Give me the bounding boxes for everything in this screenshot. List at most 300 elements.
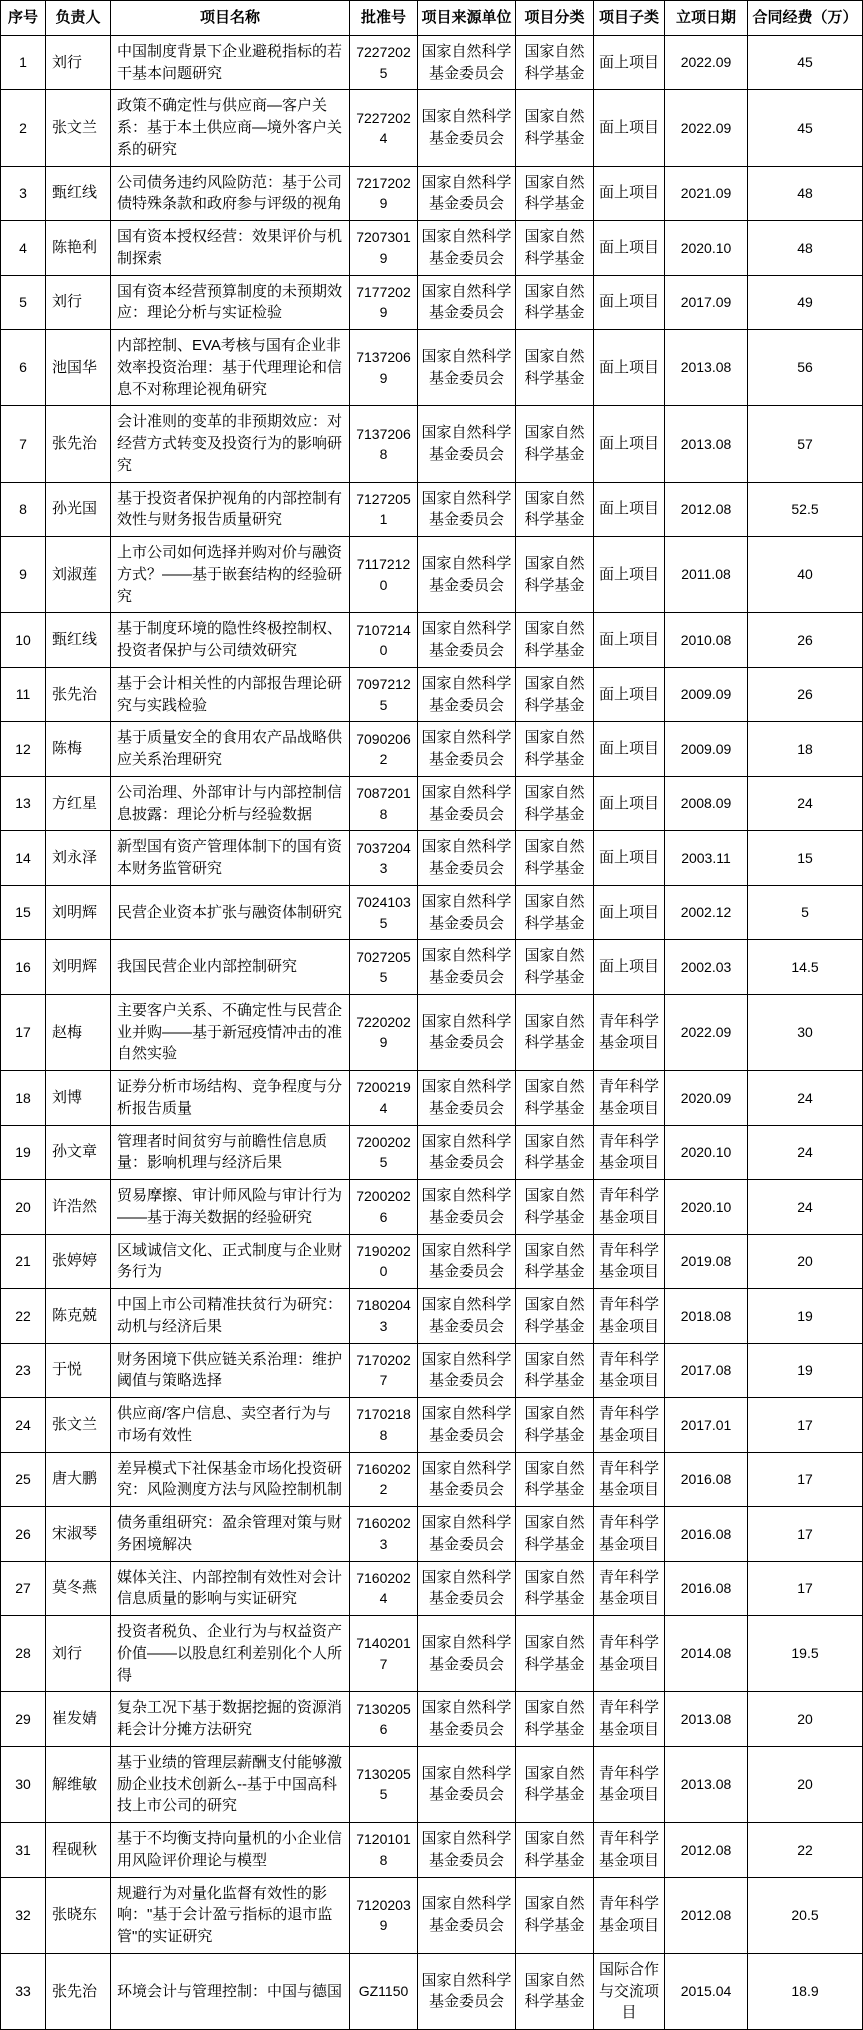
cell-category: 国家自然科学基金 bbox=[516, 482, 594, 537]
cell-leader: 甄红线 bbox=[46, 613, 111, 668]
cell-source-unit: 国家自然科学基金委员会 bbox=[418, 1823, 516, 1878]
table-row bbox=[1, 667, 863, 722]
cell-category: 国家自然科学基金 bbox=[516, 275, 594, 330]
cell-grant-no: 72002026 bbox=[350, 1180, 418, 1235]
cell-funding: 24 bbox=[748, 1180, 863, 1235]
cell-serial-no: 26 bbox=[1, 1507, 46, 1562]
cell-serial-no: 7 bbox=[1, 406, 46, 482]
cell-serial-no: 13 bbox=[1, 776, 46, 831]
cell-serial-no: 31 bbox=[1, 1823, 46, 1878]
cell-funding: 45 bbox=[748, 90, 863, 166]
cell-grant-no: 71302056 bbox=[350, 1692, 418, 1747]
cell-leader: 刘明辉 bbox=[46, 940, 111, 995]
cell-serial-no: 16 bbox=[1, 940, 46, 995]
cell-project-name: 债务重组研究：盈余管理对策与财务困境解决 bbox=[111, 1507, 350, 1562]
cell-funding: 20 bbox=[748, 1234, 863, 1289]
cell-grant-no: 71702188 bbox=[350, 1398, 418, 1453]
cell-grant-no: 71202039 bbox=[350, 1877, 418, 1953]
cell-serial-no: 33 bbox=[1, 1953, 46, 2029]
cell-serial-no: 18 bbox=[1, 1071, 46, 1126]
cell-category: 国家自然科学基金 bbox=[516, 1561, 594, 1616]
table-row bbox=[1, 221, 863, 276]
cell-grant-no: 71902020 bbox=[350, 1234, 418, 1289]
cell-serial-no: 14 bbox=[1, 831, 46, 886]
cell-grant-no: 70902062 bbox=[350, 722, 418, 777]
cell-source-unit: 国家自然科学基金委员会 bbox=[418, 1561, 516, 1616]
cell-subcategory: 面上项目 bbox=[594, 406, 665, 482]
cell-start-date: 2010.08 bbox=[665, 613, 748, 668]
cell-source-unit: 国家自然科学基金委员会 bbox=[418, 482, 516, 537]
cell-start-date: 2013.08 bbox=[665, 1692, 748, 1747]
header-start-date: 立项日期 bbox=[665, 1, 748, 36]
cell-subcategory: 青年科学基金项目 bbox=[594, 1180, 665, 1235]
cell-leader: 张先治 bbox=[46, 667, 111, 722]
table-row bbox=[1, 1125, 863, 1180]
header-category: 项目分类 bbox=[516, 1, 594, 36]
header-grant-no: 批准号 bbox=[350, 1, 418, 36]
cell-source-unit: 国家自然科学基金委员会 bbox=[418, 1452, 516, 1507]
header-project-name: 项目名称 bbox=[111, 1, 350, 36]
cell-funding: 19 bbox=[748, 1343, 863, 1398]
table-row bbox=[1, 1561, 863, 1616]
table-row bbox=[1, 35, 863, 90]
table-row bbox=[1, 1877, 863, 1953]
cell-subcategory: 青年科学基金项目 bbox=[594, 1343, 665, 1398]
cell-grant-no: 72073019 bbox=[350, 221, 418, 276]
cell-project-name: 证券分析市场结构、竞争程度与分析报告质量 bbox=[111, 1071, 350, 1126]
cell-subcategory: 面上项目 bbox=[594, 482, 665, 537]
cell-serial-no: 25 bbox=[1, 1452, 46, 1507]
cell-leader: 张文兰 bbox=[46, 90, 111, 166]
cell-subcategory: 面上项目 bbox=[594, 613, 665, 668]
table-row bbox=[1, 776, 863, 831]
cell-start-date: 2020.09 bbox=[665, 1071, 748, 1126]
cell-project-name: 基于质量安全的食用农产品战略供应关系治理研究 bbox=[111, 722, 350, 777]
cell-funding: 24 bbox=[748, 1071, 863, 1126]
cell-leader: 刘行 bbox=[46, 1616, 111, 1692]
cell-project-name: 会计准则的变革的非预期效应：对经营方式转变及投资行为的影响研究 bbox=[111, 406, 350, 482]
cell-category: 国家自然科学基金 bbox=[516, 722, 594, 777]
cell-subcategory: 面上项目 bbox=[594, 275, 665, 330]
cell-grant-no: 70272055 bbox=[350, 940, 418, 995]
cell-grant-no: 71602022 bbox=[350, 1452, 418, 1507]
cell-subcategory: 面上项目 bbox=[594, 831, 665, 886]
cell-source-unit: 国家自然科学基金委员会 bbox=[418, 330, 516, 406]
cell-project-name: 投资者税负、企业行为与权益资产价值——以股息红利差别化个人所得 bbox=[111, 1616, 350, 1692]
cell-subcategory: 面上项目 bbox=[594, 776, 665, 831]
cell-project-name: 公司治理、外部审计与内部控制信息披露：理论分析与经验数据 bbox=[111, 776, 350, 831]
cell-start-date: 2020.10 bbox=[665, 1180, 748, 1235]
cell-serial-no: 30 bbox=[1, 1746, 46, 1822]
cell-project-name: 基于会计相关性的内部报告理论研究与实践检验 bbox=[111, 667, 350, 722]
cell-source-unit: 国家自然科学基金委员会 bbox=[418, 1234, 516, 1289]
cell-source-unit: 国家自然科学基金委员会 bbox=[418, 994, 516, 1070]
cell-leader: 宋淑琴 bbox=[46, 1507, 111, 1562]
cell-funding: 15 bbox=[748, 831, 863, 886]
table-row bbox=[1, 994, 863, 1070]
cell-funding: 5 bbox=[748, 885, 863, 940]
cell-funding: 17 bbox=[748, 1561, 863, 1616]
cell-source-unit: 国家自然科学基金委员会 bbox=[418, 166, 516, 221]
cell-source-unit: 国家自然科学基金委员会 bbox=[418, 1746, 516, 1822]
cell-category: 国家自然科学基金 bbox=[516, 776, 594, 831]
cell-source-unit: 国家自然科学基金委员会 bbox=[418, 221, 516, 276]
header-funding: 合同经费（万） bbox=[748, 1, 863, 36]
cell-project-name: 政策不确定性与供应商—客户关系：基于本土供应商—境外客户关系的研究 bbox=[111, 90, 350, 166]
cell-leader: 刘永泽 bbox=[46, 831, 111, 886]
cell-serial-no: 8 bbox=[1, 482, 46, 537]
cell-category: 国家自然科学基金 bbox=[516, 406, 594, 482]
cell-source-unit: 国家自然科学基金委员会 bbox=[418, 667, 516, 722]
cell-leader: 张晓东 bbox=[46, 1877, 111, 1953]
cell-project-name: 财务困境下供应链关系治理：维护阈值与策略选择 bbox=[111, 1343, 350, 1398]
cell-leader: 于悦 bbox=[46, 1343, 111, 1398]
cell-funding: 26 bbox=[748, 613, 863, 668]
cell-leader: 刘明辉 bbox=[46, 885, 111, 940]
cell-grant-no: 72272025 bbox=[350, 35, 418, 90]
cell-grant-no: 71072140 bbox=[350, 613, 418, 668]
cell-category: 国家自然科学基金 bbox=[516, 885, 594, 940]
cell-start-date: 2014.08 bbox=[665, 1616, 748, 1692]
cell-funding: 14.5 bbox=[748, 940, 863, 995]
table-row bbox=[1, 1452, 863, 1507]
cell-project-name: 上市公司如何选择并购对价与融资方式？——基于嵌套结构的经验研究 bbox=[111, 537, 350, 613]
table-header-row bbox=[1, 1, 863, 36]
cell-category: 国家自然科学基金 bbox=[516, 90, 594, 166]
cell-subcategory: 面上项目 bbox=[594, 166, 665, 221]
cell-source-unit: 国家自然科学基金委员会 bbox=[418, 1343, 516, 1398]
cell-funding: 49 bbox=[748, 275, 863, 330]
cell-subcategory: 青年科学基金项目 bbox=[594, 1561, 665, 1616]
cell-serial-no: 19 bbox=[1, 1125, 46, 1180]
cell-project-name: 公司债务违约风险防范：基于公司债特殊条款和政府参与评级的视角 bbox=[111, 166, 350, 221]
cell-leader: 陈梅 bbox=[46, 722, 111, 777]
cell-subcategory: 面上项目 bbox=[594, 90, 665, 166]
cell-serial-no: 24 bbox=[1, 1398, 46, 1453]
cell-category: 国家自然科学基金 bbox=[516, 221, 594, 276]
cell-funding: 20 bbox=[748, 1692, 863, 1747]
cell-start-date: 2022.09 bbox=[665, 35, 748, 90]
cell-serial-no: 21 bbox=[1, 1234, 46, 1289]
cell-serial-no: 32 bbox=[1, 1877, 46, 1953]
cell-category: 国家自然科学基金 bbox=[516, 1289, 594, 1344]
cell-serial-no: 2 bbox=[1, 90, 46, 166]
cell-project-name: 国有资本经营预算制度的未预期效应：理论分析与实证检验 bbox=[111, 275, 350, 330]
cell-subcategory: 面上项目 bbox=[594, 667, 665, 722]
cell-funding: 48 bbox=[748, 221, 863, 276]
cell-leader: 方红星 bbox=[46, 776, 111, 831]
cell-grant-no: 71372069 bbox=[350, 330, 418, 406]
cell-project-name: 规避行为对量化监督有效性的影响："基于会计盈亏指标的退市监管"的实证研究 bbox=[111, 1877, 350, 1953]
cell-subcategory: 青年科学基金项目 bbox=[594, 1877, 665, 1953]
header-serial-no: 序号 bbox=[1, 1, 46, 36]
cell-subcategory: 青年科学基金项目 bbox=[594, 1823, 665, 1878]
table-body bbox=[1, 35, 863, 2029]
cell-project-name: 差异模式下社保基金市场化投资研究：风险测度方法与风险控制机制 bbox=[111, 1452, 350, 1507]
cell-source-unit: 国家自然科学基金委员会 bbox=[418, 1180, 516, 1235]
cell-category: 国家自然科学基金 bbox=[516, 613, 594, 668]
cell-serial-no: 23 bbox=[1, 1343, 46, 1398]
table-row bbox=[1, 831, 863, 886]
cell-start-date: 2013.08 bbox=[665, 330, 748, 406]
table-row bbox=[1, 1398, 863, 1453]
cell-subcategory: 青年科学基金项目 bbox=[594, 994, 665, 1070]
cell-category: 国家自然科学基金 bbox=[516, 1692, 594, 1747]
cell-start-date: 2002.12 bbox=[665, 885, 748, 940]
cell-leader: 唐大鹏 bbox=[46, 1452, 111, 1507]
cell-subcategory: 青年科学基金项目 bbox=[594, 1452, 665, 1507]
cell-subcategory: 青年科学基金项目 bbox=[594, 1507, 665, 1562]
table-row bbox=[1, 940, 863, 995]
cell-start-date: 2013.08 bbox=[665, 1746, 748, 1822]
cell-grant-no: 71402017 bbox=[350, 1616, 418, 1692]
cell-grant-no: 71772029 bbox=[350, 275, 418, 330]
cell-category: 国家自然科学基金 bbox=[516, 667, 594, 722]
cell-category: 国家自然科学基金 bbox=[516, 1452, 594, 1507]
cell-funding: 20 bbox=[748, 1746, 863, 1822]
cell-leader: 程砚秋 bbox=[46, 1823, 111, 1878]
cell-funding: 52.5 bbox=[748, 482, 863, 537]
cell-serial-no: 20 bbox=[1, 1180, 46, 1235]
cell-serial-no: 15 bbox=[1, 885, 46, 940]
cell-start-date: 2016.08 bbox=[665, 1561, 748, 1616]
cell-funding: 19.5 bbox=[748, 1616, 863, 1692]
cell-source-unit: 国家自然科学基金委员会 bbox=[418, 831, 516, 886]
table-row bbox=[1, 1953, 863, 2029]
cell-start-date: 2003.11 bbox=[665, 831, 748, 886]
cell-project-name: 新型国有资产管理体制下的国有资本财务监管研究 bbox=[111, 831, 350, 886]
table-row bbox=[1, 1343, 863, 1398]
cell-leader: 池国华 bbox=[46, 330, 111, 406]
cell-serial-no: 11 bbox=[1, 667, 46, 722]
cell-leader: 刘博 bbox=[46, 1071, 111, 1126]
table-row bbox=[1, 613, 863, 668]
cell-source-unit: 国家自然科学基金委员会 bbox=[418, 1953, 516, 2029]
cell-grant-no: 72002025 bbox=[350, 1125, 418, 1180]
cell-source-unit: 国家自然科学基金委员会 bbox=[418, 1071, 516, 1126]
cell-category: 国家自然科学基金 bbox=[516, 1746, 594, 1822]
cell-serial-no: 17 bbox=[1, 994, 46, 1070]
cell-start-date: 2009.09 bbox=[665, 722, 748, 777]
cell-grant-no: 72172029 bbox=[350, 166, 418, 221]
cell-source-unit: 国家自然科学基金委员会 bbox=[418, 275, 516, 330]
cell-leader: 陈克兢 bbox=[46, 1289, 111, 1344]
cell-subcategory: 青年科学基金项目 bbox=[594, 1234, 665, 1289]
table-row bbox=[1, 1507, 863, 1562]
cell-leader: 解维敏 bbox=[46, 1746, 111, 1822]
cell-project-name: 基于业绩的管理层薪酬支付能够激励企业技术创新么--基于中国高科技上市公司的研究 bbox=[111, 1746, 350, 1822]
cell-serial-no: 28 bbox=[1, 1616, 46, 1692]
cell-grant-no: 72202029 bbox=[350, 994, 418, 1070]
cell-category: 国家自然科学基金 bbox=[516, 1234, 594, 1289]
cell-category: 国家自然科学基金 bbox=[516, 1953, 594, 2029]
cell-project-name: 主要客户关系、不确定性与民营企业并购——基于新冠疫情冲击的准自然实验 bbox=[111, 994, 350, 1070]
table-row bbox=[1, 537, 863, 613]
cell-subcategory: 面上项目 bbox=[594, 330, 665, 406]
cell-subcategory: 面上项目 bbox=[594, 885, 665, 940]
cell-source-unit: 国家自然科学基金委员会 bbox=[418, 1398, 516, 1453]
cell-leader: 莫冬燕 bbox=[46, 1561, 111, 1616]
cell-start-date: 2012.08 bbox=[665, 482, 748, 537]
cell-funding: 17 bbox=[748, 1507, 863, 1562]
cell-start-date: 2022.09 bbox=[665, 994, 748, 1070]
cell-project-name: 国有资本授权经营：效果评价与机制探索 bbox=[111, 221, 350, 276]
cell-project-name: 管理者时间贫穷与前瞻性信息质量：影响机理与经济后果 bbox=[111, 1125, 350, 1180]
cell-source-unit: 国家自然科学基金委员会 bbox=[418, 1507, 516, 1562]
cell-start-date: 2020.10 bbox=[665, 221, 748, 276]
table-row bbox=[1, 90, 863, 166]
cell-project-name: 基于投资者保护视角的内部控制有效性与财务报告质量研究 bbox=[111, 482, 350, 537]
cell-project-name: 贸易摩擦、审计师风险与审计行为——基于海关数据的经验研究 bbox=[111, 1180, 350, 1235]
cell-funding: 20.5 bbox=[748, 1877, 863, 1953]
cell-category: 国家自然科学基金 bbox=[516, 994, 594, 1070]
cell-funding: 24 bbox=[748, 776, 863, 831]
cell-grant-no: GZ1150 bbox=[350, 1953, 418, 2029]
cell-subcategory: 青年科学基金项目 bbox=[594, 1692, 665, 1747]
cell-leader: 陈艳利 bbox=[46, 221, 111, 276]
cell-source-unit: 国家自然科学基金委员会 bbox=[418, 90, 516, 166]
cell-category: 国家自然科学基金 bbox=[516, 166, 594, 221]
cell-leader: 许浩然 bbox=[46, 1180, 111, 1235]
cell-start-date: 2012.08 bbox=[665, 1823, 748, 1878]
cell-start-date: 2012.08 bbox=[665, 1877, 748, 1953]
cell-subcategory: 国际合作与交流项目 bbox=[594, 1953, 665, 2029]
cell-project-name: 基于制度环境的隐性终极控制权、投资者保护与公司绩效研究 bbox=[111, 613, 350, 668]
header-subcategory: 项目子类 bbox=[594, 1, 665, 36]
cell-subcategory: 面上项目 bbox=[594, 722, 665, 777]
cell-subcategory: 面上项目 bbox=[594, 35, 665, 90]
cell-grant-no: 71602023 bbox=[350, 1507, 418, 1562]
cell-category: 国家自然科学基金 bbox=[516, 1343, 594, 1398]
cell-category: 国家自然科学基金 bbox=[516, 1180, 594, 1235]
cell-subcategory: 青年科学基金项目 bbox=[594, 1398, 665, 1453]
cell-category: 国家自然科学基金 bbox=[516, 1877, 594, 1953]
cell-start-date: 2017.08 bbox=[665, 1343, 748, 1398]
cell-source-unit: 国家自然科学基金委员会 bbox=[418, 722, 516, 777]
cell-source-unit: 国家自然科学基金委员会 bbox=[418, 1692, 516, 1747]
cell-project-name: 民营企业资本扩张与融资体制研究 bbox=[111, 885, 350, 940]
cell-start-date: 2021.09 bbox=[665, 166, 748, 221]
table-row bbox=[1, 1289, 863, 1344]
cell-funding: 57 bbox=[748, 406, 863, 482]
cell-start-date: 2016.08 bbox=[665, 1452, 748, 1507]
cell-subcategory: 青年科学基金项目 bbox=[594, 1616, 665, 1692]
cell-source-unit: 国家自然科学基金委员会 bbox=[418, 1125, 516, 1180]
cell-grant-no: 71201018 bbox=[350, 1823, 418, 1878]
cell-leader: 甄红线 bbox=[46, 166, 111, 221]
cell-grant-no: 71702027 bbox=[350, 1343, 418, 1398]
cell-funding: 18 bbox=[748, 722, 863, 777]
table-row bbox=[1, 1692, 863, 1747]
cell-grant-no: 70372043 bbox=[350, 831, 418, 886]
table-row bbox=[1, 1616, 863, 1692]
table-row bbox=[1, 1180, 863, 1235]
cell-funding: 26 bbox=[748, 667, 863, 722]
cell-leader: 孙文章 bbox=[46, 1125, 111, 1180]
cell-funding: 17 bbox=[748, 1398, 863, 1453]
table-row bbox=[1, 330, 863, 406]
cell-serial-no: 10 bbox=[1, 613, 46, 668]
cell-category: 国家自然科学基金 bbox=[516, 1071, 594, 1126]
cell-subcategory: 青年科学基金项目 bbox=[594, 1746, 665, 1822]
cell-serial-no: 29 bbox=[1, 1692, 46, 1747]
cell-start-date: 2011.08 bbox=[665, 537, 748, 613]
cell-project-name: 基于不均衡支持向量机的小企业信用风险评价理论与模型 bbox=[111, 1823, 350, 1878]
table-row bbox=[1, 1746, 863, 1822]
cell-source-unit: 国家自然科学基金委员会 bbox=[418, 1877, 516, 1953]
table-row bbox=[1, 722, 863, 777]
table-row bbox=[1, 482, 863, 537]
cell-project-name: 供应商/客户信息、卖空者行为与市场有效性 bbox=[111, 1398, 350, 1453]
cell-grant-no: 72002194 bbox=[350, 1071, 418, 1126]
cell-source-unit: 国家自然科学基金委员会 bbox=[418, 1289, 516, 1344]
cell-start-date: 2017.01 bbox=[665, 1398, 748, 1453]
cell-grant-no: 71372068 bbox=[350, 406, 418, 482]
cell-start-date: 2002.03 bbox=[665, 940, 748, 995]
cell-source-unit: 国家自然科学基金委员会 bbox=[418, 35, 516, 90]
cell-start-date: 2018.08 bbox=[665, 1289, 748, 1344]
cell-category: 国家自然科学基金 bbox=[516, 1507, 594, 1562]
cell-leader: 崔发婧 bbox=[46, 1692, 111, 1747]
cell-grant-no: 71172120 bbox=[350, 537, 418, 613]
cell-source-unit: 国家自然科学基金委员会 bbox=[418, 406, 516, 482]
cell-funding: 17 bbox=[748, 1452, 863, 1507]
cell-serial-no: 27 bbox=[1, 1561, 46, 1616]
cell-grant-no: 70972125 bbox=[350, 667, 418, 722]
cell-funding: 48 bbox=[748, 166, 863, 221]
cell-grant-no: 70872018 bbox=[350, 776, 418, 831]
cell-leader: 刘行 bbox=[46, 35, 111, 90]
cell-leader: 张先治 bbox=[46, 1953, 111, 2029]
cell-source-unit: 国家自然科学基金委员会 bbox=[418, 1616, 516, 1692]
cell-serial-no: 4 bbox=[1, 221, 46, 276]
cell-funding: 19 bbox=[748, 1289, 863, 1344]
cell-project-name: 环境会计与管理控制：中国与德国 bbox=[111, 1953, 350, 2029]
cell-category: 国家自然科学基金 bbox=[516, 537, 594, 613]
cell-category: 国家自然科学基金 bbox=[516, 35, 594, 90]
cell-serial-no: 22 bbox=[1, 1289, 46, 1344]
cell-serial-no: 12 bbox=[1, 722, 46, 777]
cell-subcategory: 面上项目 bbox=[594, 221, 665, 276]
table-row bbox=[1, 275, 863, 330]
cell-source-unit: 国家自然科学基金委员会 bbox=[418, 613, 516, 668]
table-row bbox=[1, 1071, 863, 1126]
table-row bbox=[1, 1823, 863, 1878]
cell-project-name: 内部控制、EVA考核与国有企业非效率投资治理：基于代理理论和信息不对称理论视角研究 bbox=[111, 330, 350, 406]
cell-funding: 22 bbox=[748, 1823, 863, 1878]
cell-source-unit: 国家自然科学基金委员会 bbox=[418, 537, 516, 613]
cell-grant-no: 71302055 bbox=[350, 1746, 418, 1822]
cell-category: 国家自然科学基金 bbox=[516, 1823, 594, 1878]
cell-serial-no: 9 bbox=[1, 537, 46, 613]
cell-start-date: 2008.09 bbox=[665, 776, 748, 831]
cell-grant-no: 72272024 bbox=[350, 90, 418, 166]
cell-project-name: 我国民营企业内部控制研究 bbox=[111, 940, 350, 995]
table-row bbox=[1, 406, 863, 482]
cell-project-name: 区域诚信文化、正式制度与企业财务行为 bbox=[111, 1234, 350, 1289]
cell-funding: 56 bbox=[748, 330, 863, 406]
cell-subcategory: 青年科学基金项目 bbox=[594, 1125, 665, 1180]
header-leader: 负责人 bbox=[46, 1, 111, 36]
cell-funding: 45 bbox=[748, 35, 863, 90]
cell-subcategory: 面上项目 bbox=[594, 537, 665, 613]
cell-funding: 24 bbox=[748, 1125, 863, 1180]
cell-leader: 张先治 bbox=[46, 406, 111, 482]
cell-leader: 孙光国 bbox=[46, 482, 111, 537]
cell-start-date: 2022.09 bbox=[665, 90, 748, 166]
cell-leader: 刘行 bbox=[46, 275, 111, 330]
cell-project-name: 媒体关注、内部控制有效性对会计信息质量的影响与实证研究 bbox=[111, 1561, 350, 1616]
